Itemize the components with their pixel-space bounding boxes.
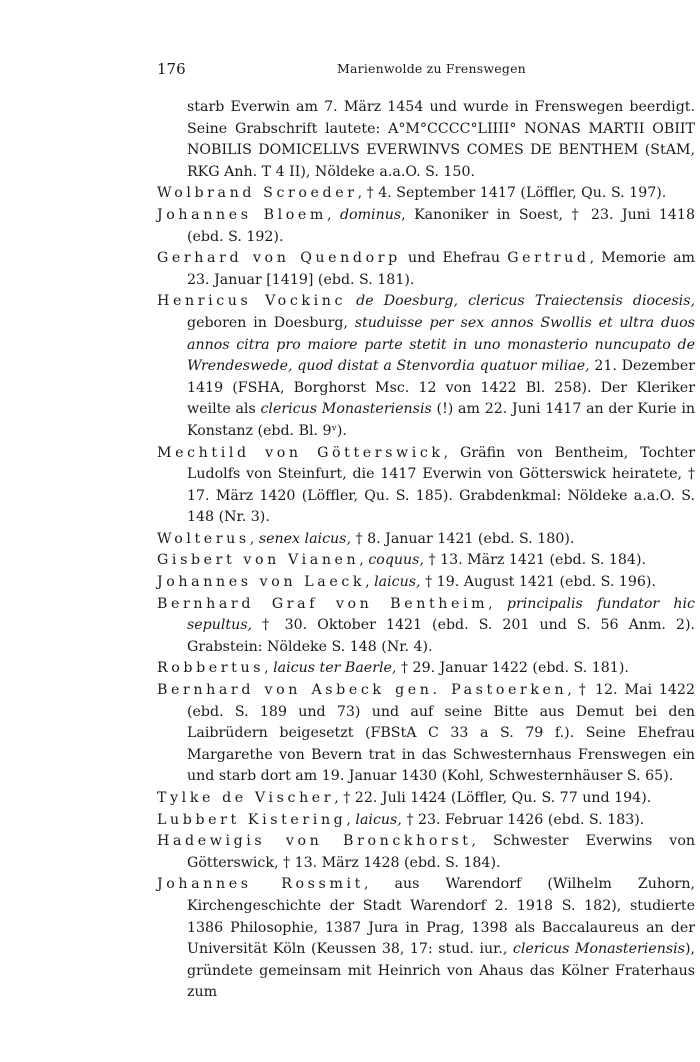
entry-text-2: ), gründete gemeinsam mit Heinrich von Ahaus das Kölner Fraterhaus zum [187,941,695,1001]
entry-text: † 8. Januar 1421 (ebd. S. 180). [350,530,575,547]
person-name: Robbertus [157,660,265,677]
person-name: Hadewigis von Bronckhorst [157,833,472,850]
entry-italic: laicus, [374,574,421,591]
person-name: Bernhard von Asbeck gen. Pastoerken [157,682,568,699]
person-name: Wolbrand Scroeder [157,185,358,202]
entry-text-2: , Memorie am 23. Januar [1419] (ebd. S. 181). [187,250,696,288]
entry-bernhard-von-asbeck [157,680,695,788]
entry-text: , Kanoniker in Soest, † 23. Juni 1418 (ebd. S. 192). [187,206,695,245]
entry-text: † 19. August 1421 (ebd. S. 196). [420,574,656,591]
entry-text-2: 21. Dezember 1419 (FSHA, Borghorst Msc. 12 von 1422 Bl. 258). Der Kleriker weilte als [187,358,695,418]
entry-bernhard-graf-von-bentheim: Bernhard Graf von Bentheim, principalis fundator hic sepultus, † 30. Oktober 1421 (ebd. S. 201 und S. 56 Anm. 2). Grabstein: Nöldeke S. 148 (Nr. 4). [157,595,695,655]
person-name: Mechtild von Götterswick [157,444,444,461]
entry-italic-2: studuisse per sex annos Swollis et ultra duos annos citra pro maiore parte stetit in uno monasterio nuncupato de Wrendeswede, quod distat a Stenvordia quatuor miliae, [187,314,695,375]
entry-lubbert-kistering: Lubbert Kistering, laicus, † 23. Februar 1426 (ebd. S. 183). [157,811,645,828]
entry-text: , † 12. Mai 1422 (ebd. S. 189 und 73) und auf seine Bitte aus Demut bei den Laibrüdern beigesetzt (FBStA C 33 a S. 79 f.). Seine Ehefrau Margarethe von Bevern trat in das Schwesternhaus Frenswegen ein und starb dort am 19. Januar 1430 (Kohl, Schwesternhäuser S. 65). [187,682,695,785]
entry-italic-3: clericus Monasteriensis [260,401,432,418]
entry-italic: laicus, [355,811,402,828]
entry-robbertus: Robbertus, laicus ter Baerle, † 29. Januar 1422 (ebd. S. 181). [157,660,629,677]
entry-johannes-bloem: Johannes Bloem, dominus, Kanoniker in Soest, † 23. Juni 1418 (ebd. S. 192). [157,206,695,245]
entry-text: geboren in Doesburg, [187,314,355,331]
page-body [157,97,695,1004]
entry-gisbert-von-vianen: Gisbert von Vianen, coquus, † 13. März 1421 (ebd. S. 184). [157,552,646,569]
person-name: Gerhard von Quendorp [157,250,401,267]
entry-wolterus: Wolterus, senex laicus, † 8. Januar 1421 (ebd. S. 180). [157,530,575,547]
entry-text: und Ehefrau [400,250,508,267]
person-name: Gisbert von Vianen [157,552,360,569]
entry-text: , † 4. September 1417 (Löffler, Qu. S. 197). [357,185,667,202]
page-header [157,60,695,80]
entry-text: † 29. Januar 1422 (ebd. S. 181). [396,660,629,677]
entry-mechtild-von-goetterswick [157,443,695,529]
person-name: Johannes von Laeck [157,574,366,591]
person-name-2: Gertrud [507,250,590,267]
entry-italic: coquus, [368,552,424,569]
entry-text: † 30. Oktober 1421 (ebd. S. 201 und S. 56 Anm. 2). Grabstein: Nöldeke S. 148 (Nr. 4). [187,617,695,655]
entry-italic: de Doesburg, clericus Traiectensis diocesis, [356,293,696,310]
entry-gerhard-von-quendorp [157,248,695,291]
entry-text: , Schwester Everwins von Götterswick, † 13. März 1428 (ebd. S. 184). [187,833,695,871]
entry-italic-2: clericus Monasteriensis [512,941,685,958]
entry-johannes-rossmit [157,874,695,1004]
entry-hadewigis-von-bronckhorst [157,831,695,874]
person-name: Johannes Rossmit [157,876,364,893]
person-name: Henricus Vockinc [157,293,346,310]
entry-text-3: (!) am 22. Juni 1417 an der Kurie in Konstanz (ebd. Bl. 9ᵛ). [187,401,695,439]
person-name: Bernhard Graf von Bentheim [157,595,489,612]
continued-paragraph: starb Everwin am 7. März 1454 und wurde in Frenswegen beerdigt. Seine Grabschrift lautete: A°M°CCCC°LIIII° NONAS MARTII OBIIT NOBILIS DOMICELLVS EVERWINVS COMES DE BENTHEM (StAM, RKG Anh. T 4 II), Nöldeke a.a.O. S. 150. [187,99,695,180]
running-head: Marienwolde zu Frenswegen [337,61,526,76]
entry-text: , aus Warendorf (Wilhelm Zuhorn, Kirchengeschichte der Stadt Warendorf 2. 1918 S. 182), studierte 1386 Philosophie, 1387 Jura in Prag, 1398 als Baccalaureus an der Universität Köln (Keussen 38, 17: stud. iur., [187,876,695,958]
person-name: Lubbert Kistering [157,811,347,828]
person-name: Tylke de Vischer [157,790,335,806]
person-name: Johannes Bloem [157,206,327,223]
page-number: 176 [157,60,186,78]
entry-johannes-von-laeck: Johannes von Laeck, laicus, † 19. August 1421 (ebd. S. 196). [157,574,656,591]
entry-text: † 13. März 1421 (ebd. S. 184). [423,552,646,569]
entry-henricus-vockinc [157,291,695,442]
entry-italic: senex laicus, [258,530,351,547]
entry-tylke-de-vischer [157,788,695,810]
entry-text: † 23. Februar 1426 (ebd. S. 183). [401,811,645,828]
entry-text: , † 22. Juli 1424 (Löffler, Qu. S. 77 und 194). [334,790,652,806]
entry-italic: principalis fundator hic sepultus, [187,595,695,634]
person-name: Wolterus [157,530,250,547]
entry-wolbrand-scroeder [157,183,695,205]
entry-text: , Gräfin von Bentheim, Tochter Ludolfs von Steinfurt, die 1417 Everwin von Götterswick heiratete, † 17. März 1420 (Löffler, Qu. S. 185). Grabdenkmal: Nöldeke a.a.O. S. 148 (Nr. 3). [187,444,695,526]
entry-italic: dominus [339,206,402,223]
entry-italic: laicus ter Baerle, [273,660,397,677]
